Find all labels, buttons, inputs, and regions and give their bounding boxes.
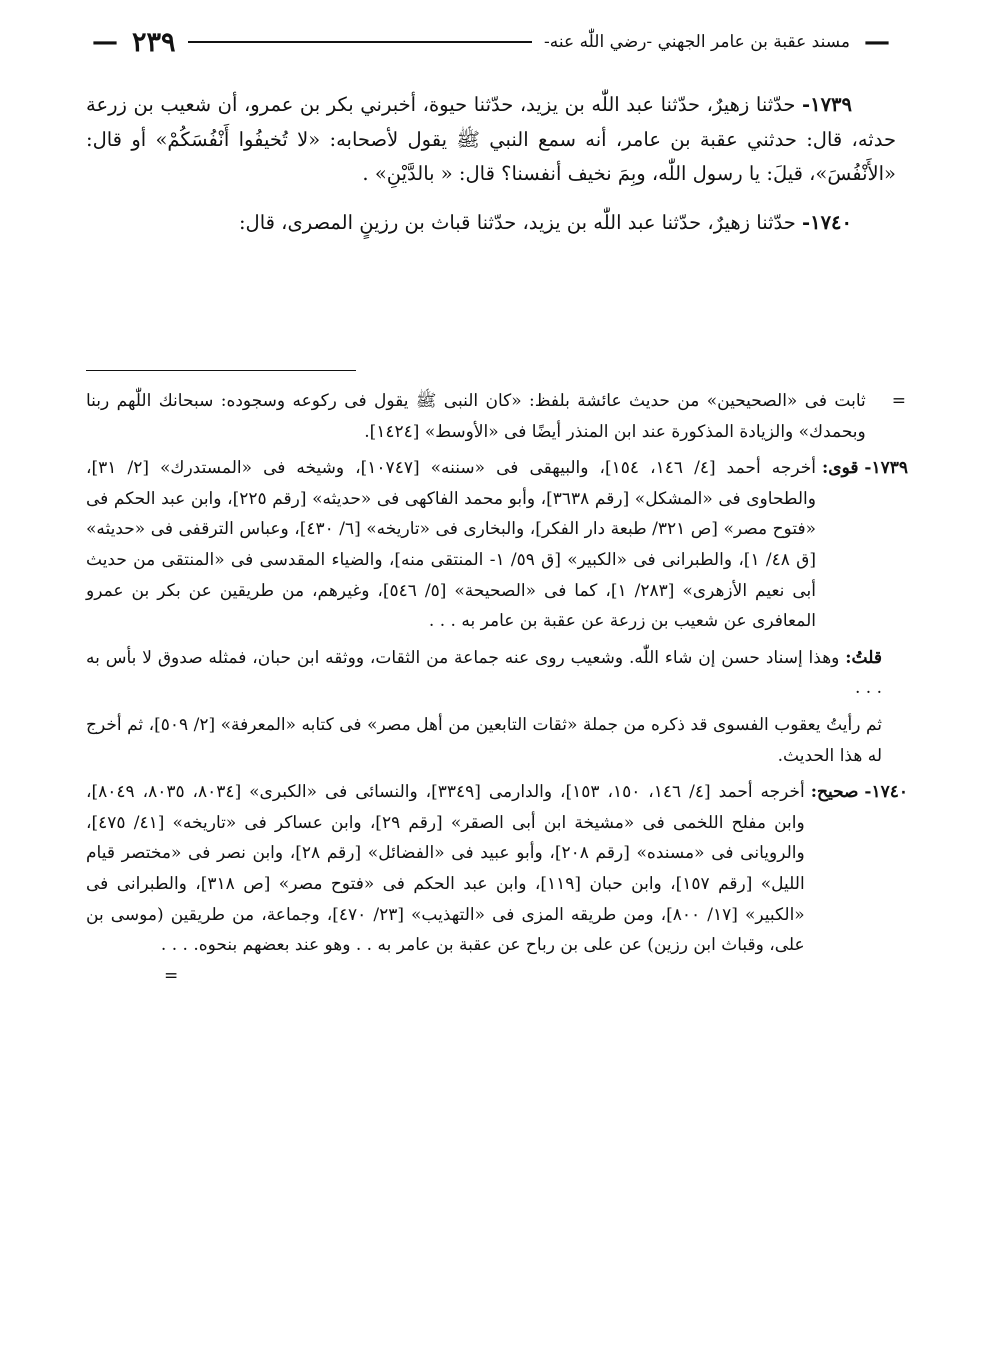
header-dash-right: —	[864, 27, 890, 57]
page-header	[86, 20, 896, 64]
thumma-text: ثم رأيتُ يعقوب الفسوى قد ذكره من جملة «ثقات التابعين من أهل مصر» فى كتابه «المعرفة» [٢/ ٥٠٩]، ثم أخرج له هذا الحديث.	[86, 714, 882, 766]
hadith-text: حدّثنا زهيرٌ، حدّثنا عبد اللّٰه بن يزيد، حدّثنا قباث بن رزينٍ المصرى، قال:	[238, 210, 796, 234]
main-text	[86, 88, 896, 254]
running-title: مسند عقبة بن عامر الجهني -رضي اللّٰه عنه-	[544, 32, 850, 52]
footnote-1740-body: أخرجه أحمد [٤/ ١٤٦، ١٥٠، ١٥٣]، والدارمى [٣٣٤٩]، والنسائى فى «الكبرى» [٨٠٣٤، ٨٠٣٥، ٨٠٤٩]، وابن مفلح اللخمى فى «مشيخة ابن أبى الصقر» [رقم ٢٩]، وابن عساكر فى «تاريخه» [٤١/ ٤٧٥]، والرويانى فى «مسنده» [رقم ٢٠٨]، وأبو عبيد فى «الفضائل» [رقم ٢٨]، وابن نصر فى «مختصر قيام الليل» [رقم ١٥٧]، وابن حبان [١١٩]، وابن عبد الحكم فى «فتوح مصر» [ص ٣١٨]، والطبرانى فى «الكبير» [١٧/ ٨٠٠]، ومن طريقه المزى فى «التهذيب» [٢٣/ ٤٧٠]، وجماعة، من طريقين (موسى بن على، وقباث ابن رزين) عن على بن رباح عن عقبة بن عامر به . . وهو عند بعضهم بنحوه. . . .	[86, 782, 805, 956]
footnote-1739	[86, 453, 908, 637]
qultu-text: وهذا إسناد حسن إن شاء اللّٰه. وشعيب روى عنه جماعة من الثقات، ووثقه ابن حبان، فمثله صدوق لا بأس به . . .	[86, 647, 882, 699]
footnote-1740-text	[86, 777, 805, 991]
hadith-1740	[86, 206, 896, 241]
page-number: ٢٣٩	[132, 26, 176, 58]
continuation-text: ثابت فى «الصحيحين» من حديث عائشة بلفظ: «كان النبى ﷺ يقول فى ركوعه وسجوده: سبحانك اللّٰهم ربنا وبحمدك» والزيادة المذكورة عند ابن المنذر أيضًا فى «الأوسط» [١٤٢٤].	[86, 391, 866, 442]
hadith-text: حدّثنا زهيرٌ، حدّثنا عبد اللّٰه بن يزيد، حدّثنا حيوة، أخبرني بكر بن عمرو، أن شعيب بن زرعة حدثه، قال: حدثني عقبة بن عامر، أنه سمع النبي ﷺ يقول لأصحابه: «لا تُخيفُوا أَنْفُسَكُمْ» أو قال: «الأَنْفُسَ»، قيلَ: يا رسول اللّٰه، وبِمَ نخيف أنفسنا؟ قال: « بالدَّيْنِ» .	[86, 93, 896, 185]
footnotes	[86, 386, 908, 997]
header-dash-left: —	[92, 27, 118, 57]
footnote-1740	[86, 777, 908, 991]
header-rule	[188, 41, 533, 43]
footnote-1739-marker: ١٧٣٩- قوى:	[822, 458, 908, 479]
continuation-marker: =	[891, 391, 906, 411]
qultu-paragraph	[86, 643, 908, 704]
footnote-1740-marker: ١٧٤٠- صحيح:	[810, 782, 908, 803]
footnote-1739-text: أخرجه أحمد [٤/ ١٤٦، ١٥٤]، والبيهقى فى «سننه» [١٠٧٤٧]، وشيخه فى «المستدرك» [٢/ ٣١]، والطحاوى فى «المشكل» [رقم ٣٦٣٨]، وأبو محمد الفاكهى فى «حديثه» [رقم ٢٢٥]، وابن عبد الحكم فى «فتوح مصر» [ص ٣٢١/ طبعة دار الفكر]، والبخارى فى «تاريخه» [٦/ ٤٣٠]، وعباس الترقفى فى «حديثه» [ق ٤٨/ ١]، والطبرانى فى «الكبير» [ق ٥٩/ ١- المنتقى منه]، والضياء المقدسى فى «المنتقى من حديث أبى نعيم الأزهرى» [٢٨٣/ ١]، كما فى «الصحيحة» [٥/ ٥٤٦]، وغيرهم، من طريقين عن بكر بن عمرو المعافرى عن شعيب بن زرعة عن عقبة بن عامر به . . .	[86, 458, 817, 632]
hadith-1739	[86, 88, 896, 192]
hadith-number: ١٧٤٠-	[802, 210, 852, 234]
end-marker: =	[164, 965, 179, 986]
footnote-separator	[86, 370, 356, 371]
thumma-paragraph	[86, 710, 908, 771]
footnote-continuation	[86, 386, 908, 447]
qultu-label: قلتُ:	[845, 647, 882, 668]
hadith-number: ١٧٣٩-	[802, 93, 853, 116]
